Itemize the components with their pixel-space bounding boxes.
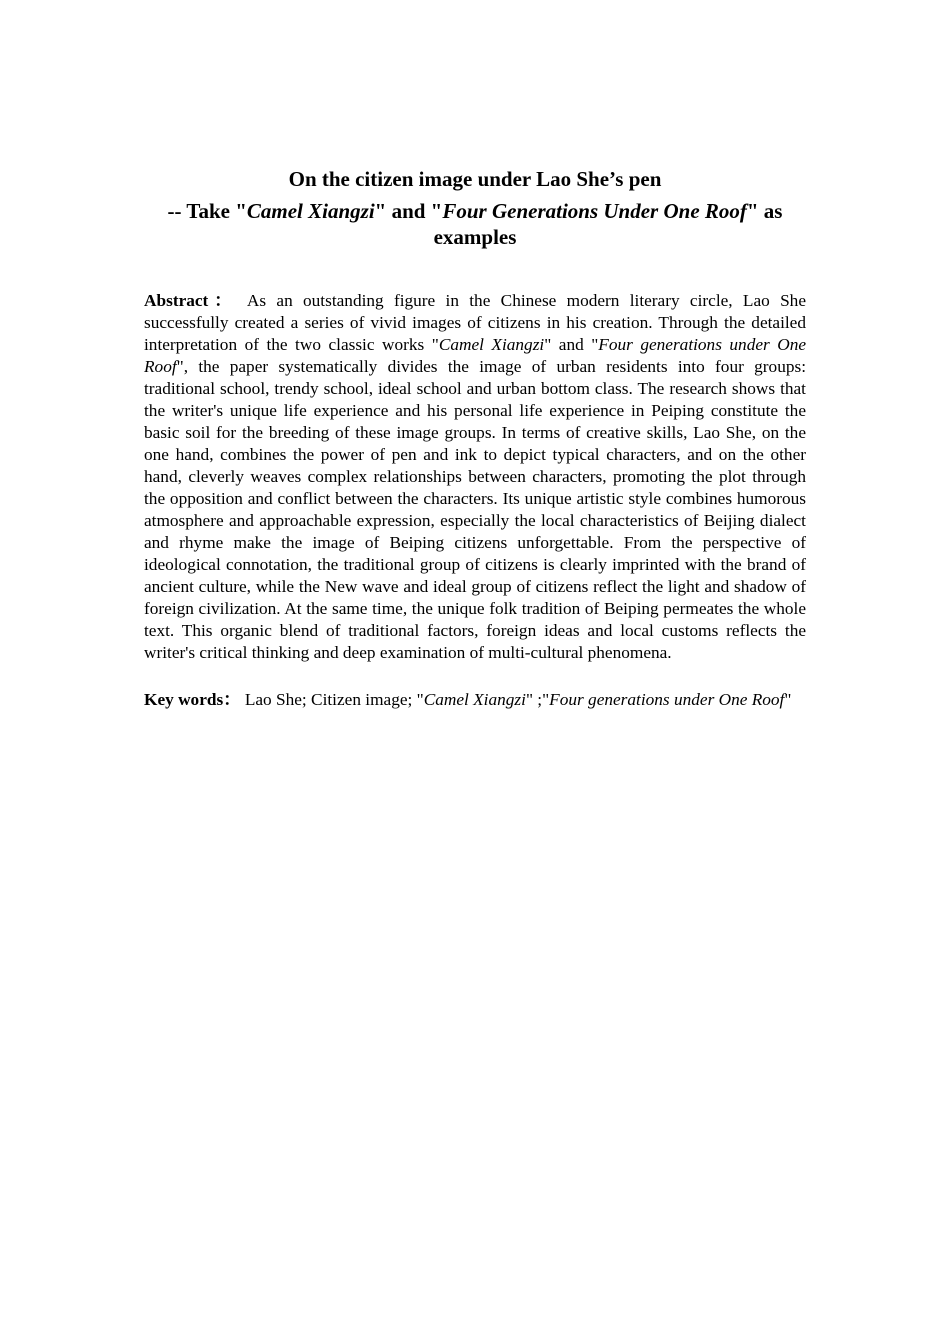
abstract-paragraph xyxy=(144,290,806,664)
keywords-text-part1: Lao She; Citizen image; " xyxy=(244,690,424,709)
abstract-text-part2: " and " xyxy=(544,335,599,354)
keywords-paragraph xyxy=(144,689,806,711)
subtitle-work-four-generations: Four Generations Under One Roof xyxy=(442,199,747,223)
paper-subtitle xyxy=(144,198,806,250)
abstract-label: Abstract： xyxy=(144,291,238,310)
abstract-text-part3: ", the paper systematically divides the image of urban residents into four groups: traditional school, trendy school, ideal school and urban bottom class. The research shows that the writer's unique life experience and his personal life experience in Peiping constitute the basic soil for the breeding of these image groups. In terms of creative skills, Lao She, on the one hand, combines the power of pen and ink to depict typical characters, and on the other hand, cleverly weaves complex relationships between characters, promoting the plot through the opposition and conflict between the characters. Its unique artistic style combines humorous atmosphere and approachable expression, especially the local characteristics of Beijing dialect and rhyme make the image of Beiping citizens unforgettable. From the perspective of ideological connotation, the traditional group of citizens is clearly imprinted with the brand of ancient culture, while the New wave and ideal group of citizens reflect the light and shadow of foreign civilization. At the same time, the unique folk tradition of Beiping permeates the whole text. This organic blend of traditional factors, foreign ideas and local customs reflects the writer's critical thinking and deep examination of multi-cultural phenomena. xyxy=(144,357,806,662)
abstract-work-camel-xiangzi: Camel Xiangzi xyxy=(438,335,545,354)
keywords-text-part2: " ;" xyxy=(525,690,550,709)
subtitle-prefix: -- Take " xyxy=(167,199,247,223)
abstract-text-part1: As an outstanding figure in the Chinese modern literary circle, Lao She successfully created a series of vivid images of citizens in his creation. Through the detailed interpretation of the two classic works " xyxy=(144,291,806,354)
subtitle-work-camel-xiangzi: Camel Xiangzi xyxy=(246,199,375,223)
paper-title: On the citizen image under Lao She’s pen xyxy=(288,167,662,191)
keywords-label: Key words： xyxy=(144,690,241,709)
subtitle-mid: " and " xyxy=(374,199,443,223)
keywords-work-camel-xiangzi: Camel Xiangzi xyxy=(423,690,526,709)
keywords-work-four-generations: Four generations under One Roof xyxy=(549,690,785,709)
abstract-work-four-generations: Four generations under One Roof xyxy=(144,335,807,376)
subtitle-suffix: " as examples xyxy=(433,199,783,249)
keywords-text-part3: " xyxy=(784,690,792,709)
paper-page xyxy=(144,164,806,728)
